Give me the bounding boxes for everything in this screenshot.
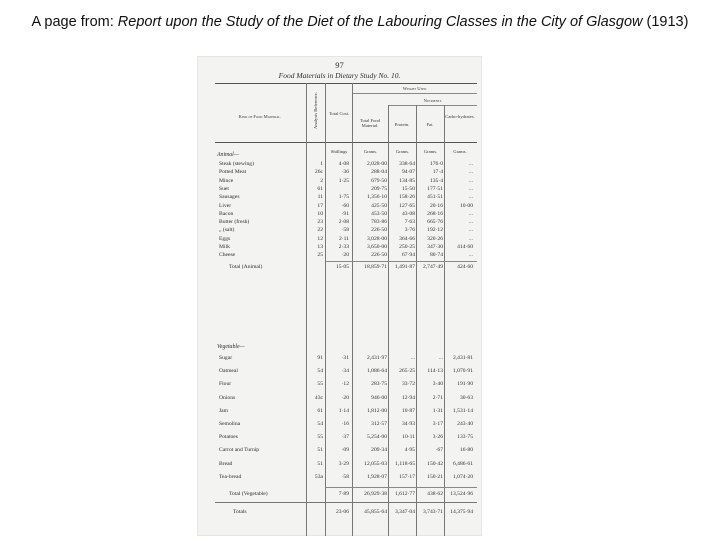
cell-f: 177·51 (427, 185, 443, 192)
cell-name: Oatmeal (219, 368, 238, 375)
cell-ref: 43c (314, 394, 323, 401)
cell-g: 946·00 (371, 394, 387, 401)
cell-cost: ·58 (341, 227, 349, 234)
cell-name: Cheese (219, 252, 236, 259)
cell-c: 1,531·14 (452, 407, 473, 414)
cell-c: ... (468, 227, 473, 234)
cell-cost: ·09 (341, 447, 349, 454)
cell-ref: 17 (317, 202, 323, 209)
cell-g: 226·50 (371, 227, 387, 234)
cell-name: Potted Meat (219, 169, 247, 176)
cell-c: 1,070·91 (452, 368, 473, 375)
cell-p: 4·95 (404, 447, 415, 454)
animal-section-label: Animal— (217, 152, 239, 158)
vegetable-section-label: Vegetable— (217, 344, 245, 350)
table-row (197, 354, 482, 362)
cell-g: 209·75 (371, 185, 387, 192)
cell-p: 265·25 (399, 368, 415, 375)
table-row (197, 235, 482, 243)
table-row (197, 243, 482, 251)
cell-cost: 7·89 (338, 491, 349, 497)
cell-g: 18,859·71 (364, 264, 387, 270)
cell-c: ... (468, 252, 473, 259)
table-row (197, 168, 482, 176)
cell-f: 150·42 (427, 460, 443, 467)
header-bottom-rule (215, 142, 477, 143)
cell-g: 226·50 (371, 252, 387, 259)
table-heading: Food Materials in Dietary Study No. 10. (278, 71, 401, 80)
cell-g: 1,086·64 (366, 368, 387, 375)
cell-ref: 53a (314, 473, 323, 480)
unit-fat: Grams. (423, 149, 438, 154)
cell-f: ... (438, 355, 443, 361)
page-number: 97 (335, 60, 344, 70)
table-row (197, 394, 482, 402)
cell-cost: ·58 (341, 473, 349, 480)
caption-title: Report upon the Study of the Diet of the Labouring Classes in the City of Glasgow (117, 14, 643, 30)
cell-g: 1,928·07 (366, 473, 387, 480)
cell-name: Eggs (219, 235, 231, 242)
cell-ref: 1 (320, 161, 323, 167)
cell-p: 134·85 (399, 177, 415, 184)
cell-c: 414·60 (457, 244, 473, 250)
cell-cost: ·20 (341, 394, 349, 401)
table-row (197, 177, 482, 185)
cell-f: 114·13 (427, 368, 443, 375)
nutrients-rule (388, 105, 477, 106)
cell-f: 665·76 (427, 219, 443, 226)
cell-g: 209·34 (371, 447, 387, 454)
cell-f: 3·17 (432, 421, 443, 427)
cell-name: „ (salt) (219, 227, 235, 234)
cell-p: 7·63 (404, 219, 415, 226)
cell-f: 2,747·49 (422, 264, 443, 270)
cell-name: Bread (219, 460, 233, 467)
cell-cost: ·16 (341, 421, 349, 427)
col-total-header: Total Food Material. (360, 118, 380, 128)
cell-ref: 55 (317, 434, 323, 441)
cell-g: 3,028·00 (366, 235, 387, 242)
total-row (197, 508, 482, 516)
table-row (197, 251, 482, 259)
weight-used-header: Weight Used (402, 86, 427, 91)
cell-name: Tea-bread (219, 473, 242, 480)
cell-name: Suet (219, 185, 229, 192)
cell-ref: 26c (314, 169, 323, 176)
cell-c: 424·60 (457, 264, 473, 270)
cell-c: ... (468, 219, 473, 226)
col-cost-header: Total Cost. (328, 111, 350, 116)
animal-total-rule (325, 261, 477, 262)
cell-cost: 15·05 (335, 264, 349, 270)
cell-ref: 2 (320, 177, 323, 184)
cell-cost: ·36 (341, 169, 349, 176)
cell-p: 10·87 (401, 407, 415, 414)
cell-f: ·67 (435, 447, 443, 454)
cell-p: 10·11 (402, 434, 415, 441)
cell-p: 3,347·04 (394, 509, 415, 515)
cell-name: Bacon (219, 210, 234, 217)
cell-p: 1,491·87 (394, 264, 415, 270)
cell-name: Mince (219, 177, 234, 184)
col-divider (306, 83, 307, 536)
cell-ref: 22 (317, 227, 323, 234)
cell-g: 5,254·00 (366, 434, 387, 441)
cell-ref: 10 (317, 210, 323, 217)
cell-g: 12,055·03 (364, 460, 387, 467)
table-row (197, 202, 482, 210)
unit-protein: Grams. (395, 149, 410, 154)
table-row (197, 433, 482, 441)
table-row (197, 226, 482, 234)
cell-f: 20·16 (429, 202, 443, 209)
cell-name: Carrot and Turnip (219, 447, 260, 454)
cell-f: 1·31 (432, 407, 443, 414)
cell-c: 1,074·20 (452, 473, 473, 480)
cell-g: 283·75 (371, 381, 387, 388)
image-caption (0, 14, 720, 30)
cell-cost: ·34 (341, 368, 349, 375)
cell-name: Total (Vegetable) (229, 491, 268, 497)
cell-g: 783·86 (371, 219, 387, 226)
cell-g: 425·50 (371, 202, 387, 209)
table-row (197, 218, 482, 226)
cell-f: 135·4 (429, 177, 443, 184)
cell-f: 3·26 (432, 434, 443, 441)
cell-name: Jam (219, 407, 229, 414)
cell-p: 127·65 (399, 202, 415, 209)
cell-f: 150·21 (427, 473, 443, 480)
cell-g: 288·04 (371, 169, 387, 176)
cell-c: 10·00 (459, 202, 473, 209)
caption-year: (1913) (642, 14, 689, 30)
cell-ref: 12 (317, 235, 323, 242)
table-row (197, 160, 482, 168)
cell-cost: 1·14 (338, 407, 349, 414)
cell-ref: 91 (317, 355, 323, 361)
cell-c: ... (468, 185, 473, 192)
cell-f: 3·40 (432, 381, 443, 388)
table-row (197, 380, 482, 388)
cell-g: 3,650·00 (366, 244, 387, 250)
cell-f: 268·16 (427, 210, 443, 217)
cell-g: 679·50 (371, 177, 387, 184)
cell-p: 158·26 (399, 194, 415, 201)
table-row (197, 193, 482, 201)
caption-prefix: A page from: (31, 14, 118, 30)
cell-ref: 54 (317, 368, 323, 375)
cell-p: 12·94 (401, 394, 415, 401)
cell-cost: ·60 (341, 202, 349, 209)
cell-ref: 11 (317, 194, 323, 201)
cell-c: ... (468, 177, 473, 184)
unit-total: Grams. (363, 149, 378, 154)
cell-cost: ·91 (341, 210, 349, 217)
cell-name: Total (Animal) (229, 264, 263, 270)
col-ref-header: Analysis Reference. (313, 92, 318, 129)
cell-c: ... (468, 169, 473, 176)
cell-g: 453·50 (371, 210, 387, 217)
cell-p: 33·72 (401, 381, 415, 388)
cell-ref: 25 (317, 252, 323, 259)
cell-g: 2,431·97 (366, 355, 387, 361)
grand-total-rule (215, 502, 477, 503)
col-fat-header: Fat. (426, 122, 434, 127)
cell-c: ... (468, 210, 473, 217)
cell-f: 438·62 (427, 491, 443, 497)
cell-name: Potatoes (219, 434, 238, 441)
cell-ref: 54 (317, 421, 323, 427)
cell-cost: ·20 (341, 252, 349, 259)
header-top-rule (215, 83, 477, 84)
cell-p: 94·07 (401, 169, 415, 176)
cell-c: 13,524·96 (450, 491, 473, 497)
col-kind-header: Kind of Food Material. (238, 114, 282, 119)
cell-g: 45,855·64 (364, 509, 387, 515)
unit-carbo: Grams. (453, 149, 467, 154)
cell-cost: 2·08 (338, 219, 349, 226)
cell-c: 6,486·61 (452, 460, 473, 467)
table-row (197, 460, 482, 468)
cell-ref: 51 (317, 460, 323, 467)
cell-g: 1,356·10 (366, 194, 387, 201)
table-row (197, 473, 482, 481)
cell-name: Sugar (219, 355, 233, 361)
cell-c: 16·80 (459, 447, 473, 454)
cell-f: 17·4 (432, 169, 443, 176)
cell-f: 2·71 (432, 394, 443, 401)
cell-c: 133·75 (457, 434, 473, 441)
cell-f: 176·0 (429, 161, 443, 167)
cell-c: 191·90 (457, 381, 473, 388)
cell-name: Onions (219, 394, 236, 401)
cell-name: Steak (stewing) (219, 161, 254, 167)
cell-name: Flour (219, 381, 232, 388)
cell-cost: 2·33 (338, 244, 349, 250)
cell-c: ... (468, 161, 473, 167)
cell-p: 338·64 (399, 161, 415, 167)
cell-name: Liver (219, 202, 232, 209)
cell-cost: 1·75 (338, 194, 349, 201)
cell-ref: 61 (317, 185, 323, 192)
cell-c: 2,431·81 (452, 355, 473, 361)
total-row (197, 490, 482, 498)
cell-p: 364·66 (399, 235, 415, 242)
veg-total-rule (325, 487, 477, 488)
cell-p: 1,612·77 (394, 491, 415, 497)
cell-p: ... (410, 355, 415, 361)
cell-cost: ·12 (341, 381, 349, 388)
cell-cost: 2·11 (338, 235, 349, 242)
total-row (197, 263, 482, 271)
table-row (197, 210, 482, 218)
cell-p: 34·93 (401, 421, 415, 427)
cell-f: 451·51 (427, 194, 443, 201)
cell-cost: 23·06 (335, 509, 349, 515)
cell-p: 157·17 (399, 473, 415, 480)
cell-ref: 13 (317, 244, 323, 250)
table-row (197, 367, 482, 375)
table-row (197, 446, 482, 454)
cell-name: Butter (fresh) (219, 219, 250, 226)
cell-cost: 3·29 (338, 460, 349, 467)
cell-f: 80·74 (429, 252, 443, 259)
cell-ref: 61 (317, 407, 323, 414)
cell-p: 1,118·65 (395, 460, 415, 467)
cell-p: 15·50 (401, 185, 415, 192)
cell-cost: 1·25 (338, 177, 349, 184)
cell-name: Totals (233, 509, 247, 515)
cell-cost: ·31 (341, 355, 349, 361)
cell-g: 26,929·38 (364, 491, 387, 497)
cell-c: ... (468, 235, 473, 242)
cell-f: 347·30 (427, 244, 443, 250)
unit-cost: Shillings (330, 149, 348, 154)
cell-g: 2,028·00 (366, 161, 387, 167)
cell-cost: ·37 (341, 434, 349, 441)
cell-c: 14,375·94 (450, 509, 473, 515)
table-row (197, 407, 482, 415)
cell-g: 312·57 (371, 421, 387, 427)
table-row (197, 420, 482, 428)
cell-f: 3,743·71 (422, 509, 443, 515)
col-protein-header: Protein. (394, 122, 410, 127)
cell-name: Sausages (219, 194, 240, 201)
cell-f: 192·12 (427, 227, 443, 234)
cell-cost: 4·08 (338, 161, 349, 167)
col-carbo-header: Carbo-hydrates. (445, 114, 475, 119)
cell-ref: 23 (317, 219, 323, 226)
cell-f: 320·26 (427, 235, 443, 242)
cell-c: 30·63 (459, 394, 473, 401)
cell-p: 67·94 (401, 252, 415, 259)
cell-p: 250·25 (399, 244, 415, 250)
table-row (197, 185, 482, 193)
cell-g: 1,812·00 (366, 407, 387, 414)
scanned-page (197, 56, 482, 536)
cell-c: ... (468, 194, 473, 201)
cell-p: 3·76 (404, 227, 415, 234)
cell-p: 43·08 (401, 210, 415, 217)
cell-ref: 51 (317, 447, 323, 454)
weight-used-rule (352, 93, 477, 94)
cell-c: 243·40 (457, 421, 473, 427)
cell-name: Milk (219, 244, 230, 250)
cell-ref: 55 (317, 381, 323, 388)
nutrients-header: Nutrients (423, 98, 442, 103)
cell-name: Semolina (219, 421, 241, 427)
